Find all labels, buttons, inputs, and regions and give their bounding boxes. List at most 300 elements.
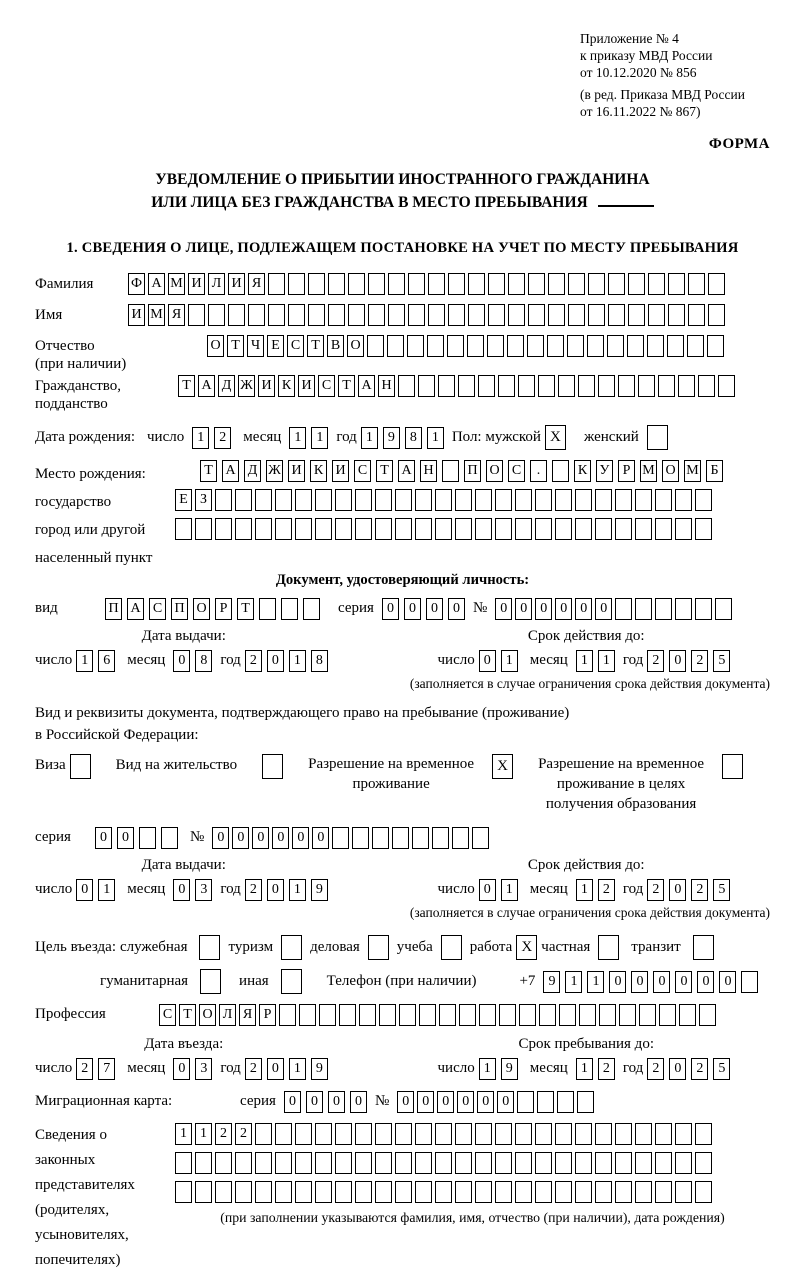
char-box[interactable]: [472, 827, 489, 849]
char-box[interactable]: 2: [647, 1058, 664, 1080]
char-box[interactable]: [415, 1181, 432, 1203]
char-box[interactable]: Е: [267, 335, 284, 357]
char-box[interactable]: [455, 518, 472, 540]
char-box[interactable]: 2: [598, 1058, 615, 1080]
char-box[interactable]: [538, 375, 555, 397]
char-box[interactable]: 0: [631, 971, 648, 993]
purpose-official-checkbox[interactable]: [199, 935, 220, 960]
purpose-tourism-checkbox[interactable]: [281, 935, 302, 960]
char-box[interactable]: [599, 1004, 616, 1026]
char-box[interactable]: [495, 489, 512, 511]
char-box[interactable]: [275, 518, 292, 540]
char-box[interactable]: В: [327, 335, 344, 357]
char-box[interactable]: 1: [289, 1058, 306, 1080]
char-box[interactable]: [475, 1181, 492, 1203]
char-box[interactable]: К: [574, 460, 591, 482]
char-box[interactable]: [428, 273, 445, 295]
char-box[interactable]: [459, 1004, 476, 1026]
char-box[interactable]: [687, 335, 704, 357]
char-box[interactable]: Р: [259, 1004, 276, 1026]
char-box[interactable]: 0: [697, 971, 714, 993]
char-box[interactable]: [655, 598, 672, 620]
char-box[interactable]: [408, 304, 425, 326]
char-box[interactable]: [495, 1152, 512, 1174]
char-box[interactable]: [595, 489, 612, 511]
char-box[interactable]: [658, 375, 675, 397]
char-box[interactable]: К: [310, 460, 327, 482]
char-box[interactable]: А: [222, 460, 239, 482]
char-box[interactable]: [595, 518, 612, 540]
char-box[interactable]: Д: [218, 375, 235, 397]
char-box[interactable]: [575, 1123, 592, 1145]
char-box[interactable]: 1: [576, 650, 593, 672]
char-box[interactable]: [668, 273, 685, 295]
char-box[interactable]: 5: [713, 1058, 730, 1080]
char-box[interactable]: [578, 375, 595, 397]
char-box[interactable]: [432, 827, 449, 849]
char-box[interactable]: [438, 375, 455, 397]
char-box[interactable]: 0: [675, 971, 692, 993]
char-box[interactable]: [488, 273, 505, 295]
char-box[interactable]: [741, 971, 758, 993]
char-box[interactable]: О: [347, 335, 364, 357]
char-box[interactable]: [688, 304, 705, 326]
char-box[interactable]: [255, 1123, 272, 1145]
char-box[interactable]: [475, 489, 492, 511]
char-box[interactable]: С: [318, 375, 335, 397]
char-box[interactable]: [639, 1004, 656, 1026]
char-box[interactable]: [335, 489, 352, 511]
char-box[interactable]: [368, 304, 385, 326]
char-box[interactable]: [655, 1123, 672, 1145]
char-box[interactable]: З: [195, 489, 212, 511]
char-box[interactable]: [568, 273, 585, 295]
char-box[interactable]: [468, 273, 485, 295]
char-box[interactable]: 0: [669, 879, 686, 901]
char-box[interactable]: [555, 518, 572, 540]
char-box[interactable]: И: [332, 460, 349, 482]
char-box[interactable]: [595, 1152, 612, 1174]
char-box[interactable]: [628, 304, 645, 326]
char-box[interactable]: [442, 460, 459, 482]
char-box[interactable]: С: [354, 460, 371, 482]
char-box[interactable]: [547, 335, 564, 357]
char-box[interactable]: [628, 273, 645, 295]
char-box[interactable]: [275, 1181, 292, 1203]
char-box[interactable]: [607, 335, 624, 357]
char-box[interactable]: [678, 375, 695, 397]
char-box[interactable]: Р: [215, 598, 232, 620]
char-box[interactable]: [375, 1123, 392, 1145]
char-box[interactable]: [195, 518, 212, 540]
char-box[interactable]: [228, 304, 245, 326]
char-box[interactable]: 0: [669, 1058, 686, 1080]
char-box[interactable]: [408, 273, 425, 295]
purpose-humanitarian-checkbox[interactable]: [200, 969, 221, 994]
char-box[interactable]: [675, 1152, 692, 1174]
char-box[interactable]: [419, 1004, 436, 1026]
char-box[interactable]: [335, 1123, 352, 1145]
char-box[interactable]: [548, 304, 565, 326]
char-box[interactable]: [615, 1181, 632, 1203]
char-box[interactable]: [328, 273, 345, 295]
sex-male-checkbox[interactable]: X: [545, 425, 566, 450]
purpose-business-checkbox[interactable]: [368, 935, 389, 960]
char-box[interactable]: [468, 304, 485, 326]
char-box[interactable]: Л: [208, 273, 225, 295]
char-box[interactable]: Р: [618, 460, 635, 482]
char-box[interactable]: [615, 1123, 632, 1145]
char-box[interactable]: [539, 1004, 556, 1026]
char-box[interactable]: [479, 1004, 496, 1026]
char-box[interactable]: [555, 489, 572, 511]
char-box[interactable]: [552, 460, 569, 482]
char-box[interactable]: [308, 273, 325, 295]
char-box[interactable]: [575, 1152, 592, 1174]
char-box[interactable]: [567, 335, 584, 357]
char-box[interactable]: [635, 1181, 652, 1203]
char-box[interactable]: Я: [168, 304, 185, 326]
char-box[interactable]: [315, 1123, 332, 1145]
char-box[interactable]: [175, 518, 192, 540]
char-box[interactable]: [535, 1152, 552, 1174]
char-box[interactable]: [635, 489, 652, 511]
char-box[interactable]: [335, 1152, 352, 1174]
char-box[interactable]: [557, 1091, 574, 1113]
char-box[interactable]: [568, 304, 585, 326]
char-box[interactable]: Т: [227, 335, 244, 357]
char-box[interactable]: 0: [417, 1091, 434, 1113]
char-box[interactable]: [458, 375, 475, 397]
char-box[interactable]: [435, 518, 452, 540]
char-box[interactable]: [655, 489, 672, 511]
char-box[interactable]: М: [168, 273, 185, 295]
char-box[interactable]: 0: [382, 598, 399, 620]
char-box[interactable]: 1: [576, 879, 593, 901]
char-box[interactable]: [699, 1004, 716, 1026]
char-box[interactable]: [348, 273, 365, 295]
char-box[interactable]: 1: [175, 1123, 192, 1145]
char-box[interactable]: [475, 1152, 492, 1174]
char-box[interactable]: [335, 518, 352, 540]
char-box[interactable]: [372, 827, 389, 849]
char-box[interactable]: [332, 827, 349, 849]
char-box[interactable]: [359, 1004, 376, 1026]
char-box[interactable]: [435, 1123, 452, 1145]
char-box[interactable]: [618, 375, 635, 397]
char-box[interactable]: [555, 1181, 572, 1203]
char-box[interactable]: 1: [76, 650, 93, 672]
char-box[interactable]: [295, 1181, 312, 1203]
char-box[interactable]: [635, 598, 652, 620]
char-box[interactable]: [335, 1181, 352, 1203]
purpose-transit-checkbox[interactable]: [693, 935, 714, 960]
char-box[interactable]: 0: [426, 598, 443, 620]
char-box[interactable]: 0: [575, 598, 592, 620]
char-box[interactable]: [537, 1091, 554, 1113]
char-box[interactable]: [475, 518, 492, 540]
char-box[interactable]: 9: [383, 427, 400, 449]
char-box[interactable]: [655, 1181, 672, 1203]
char-box[interactable]: М: [148, 304, 165, 326]
char-box[interactable]: [695, 1123, 712, 1145]
char-box[interactable]: [395, 489, 412, 511]
char-box[interactable]: [355, 1181, 372, 1203]
char-box[interactable]: [355, 1152, 372, 1174]
char-box[interactable]: [575, 1181, 592, 1203]
char-box[interactable]: 1: [587, 971, 604, 993]
char-box[interactable]: А: [398, 460, 415, 482]
char-box[interactable]: [415, 1123, 432, 1145]
char-box[interactable]: [418, 375, 435, 397]
char-box[interactable]: 0: [350, 1091, 367, 1113]
char-box[interactable]: [528, 304, 545, 326]
char-box[interactable]: [595, 1123, 612, 1145]
char-box[interactable]: Я: [239, 1004, 256, 1026]
char-box[interactable]: 1: [98, 879, 115, 901]
char-box[interactable]: [255, 518, 272, 540]
char-box[interactable]: [718, 375, 735, 397]
char-box[interactable]: 0: [272, 827, 289, 849]
char-box[interactable]: 2: [214, 427, 231, 449]
char-box[interactable]: Н: [378, 375, 395, 397]
char-box[interactable]: [478, 375, 495, 397]
char-box[interactable]: [615, 489, 632, 511]
char-box[interactable]: А: [198, 375, 215, 397]
char-box[interactable]: [275, 1123, 292, 1145]
char-box[interactable]: [448, 304, 465, 326]
char-box[interactable]: 0: [397, 1091, 414, 1113]
char-box[interactable]: С: [159, 1004, 176, 1026]
char-box[interactable]: О: [193, 598, 210, 620]
char-box[interactable]: [675, 1181, 692, 1203]
char-box[interactable]: [415, 1152, 432, 1174]
char-box[interactable]: [588, 273, 605, 295]
char-box[interactable]: [308, 304, 325, 326]
char-box[interactable]: И: [228, 273, 245, 295]
char-box[interactable]: [428, 304, 445, 326]
char-box[interactable]: [668, 304, 685, 326]
char-box[interactable]: 1: [565, 971, 582, 993]
char-box[interactable]: 0: [117, 827, 134, 849]
char-box[interactable]: 1: [501, 879, 518, 901]
char-box[interactable]: [435, 1181, 452, 1203]
char-box[interactable]: [708, 273, 725, 295]
char-box[interactable]: [675, 518, 692, 540]
char-box[interactable]: [355, 518, 372, 540]
char-box[interactable]: [375, 1181, 392, 1203]
char-box[interactable]: [608, 273, 625, 295]
char-box[interactable]: 2: [215, 1123, 232, 1145]
char-box[interactable]: 8: [311, 650, 328, 672]
char-box[interactable]: И: [288, 460, 305, 482]
char-box[interactable]: 0: [669, 650, 686, 672]
char-box[interactable]: [627, 335, 644, 357]
char-box[interactable]: [395, 1152, 412, 1174]
char-box[interactable]: [268, 304, 285, 326]
char-box[interactable]: 2: [647, 650, 664, 672]
char-box[interactable]: [695, 1152, 712, 1174]
char-box[interactable]: О: [199, 1004, 216, 1026]
char-box[interactable]: [575, 518, 592, 540]
char-box[interactable]: [415, 518, 432, 540]
char-box[interactable]: 5: [713, 650, 730, 672]
char-box[interactable]: 1: [195, 1123, 212, 1145]
char-box[interactable]: [475, 1123, 492, 1145]
char-box[interactable]: [319, 1004, 336, 1026]
char-box[interactable]: [495, 1181, 512, 1203]
char-box[interactable]: [375, 518, 392, 540]
char-box[interactable]: [527, 335, 544, 357]
char-box[interactable]: И: [258, 375, 275, 397]
char-box[interactable]: [339, 1004, 356, 1026]
char-box[interactable]: 0: [292, 827, 309, 849]
char-box[interactable]: 0: [328, 1091, 345, 1113]
char-box[interactable]: Ф: [128, 273, 145, 295]
char-box[interactable]: А: [358, 375, 375, 397]
char-box[interactable]: 2: [76, 1058, 93, 1080]
char-box[interactable]: [698, 375, 715, 397]
char-box[interactable]: С: [508, 460, 525, 482]
char-box[interactable]: [515, 1123, 532, 1145]
char-box[interactable]: [215, 489, 232, 511]
char-box[interactable]: [535, 489, 552, 511]
char-box[interactable]: [688, 273, 705, 295]
char-box[interactable]: А: [127, 598, 144, 620]
char-box[interactable]: [379, 1004, 396, 1026]
char-box[interactable]: 3: [195, 879, 212, 901]
char-box[interactable]: 0: [267, 1058, 284, 1080]
char-box[interactable]: [655, 1152, 672, 1174]
char-box[interactable]: [517, 1091, 534, 1113]
char-box[interactable]: С: [287, 335, 304, 357]
char-box[interactable]: [368, 273, 385, 295]
char-box[interactable]: [595, 1181, 612, 1203]
char-box[interactable]: 0: [306, 1091, 323, 1113]
char-box[interactable]: [367, 335, 384, 357]
char-box[interactable]: [452, 827, 469, 849]
char-box[interactable]: 0: [595, 598, 612, 620]
char-box[interactable]: [175, 1152, 192, 1174]
char-box[interactable]: 0: [232, 827, 249, 849]
char-box[interactable]: [399, 1004, 416, 1026]
char-box[interactable]: [299, 1004, 316, 1026]
char-box[interactable]: [508, 304, 525, 326]
char-box[interactable]: 0: [479, 879, 496, 901]
residence-permit-checkbox[interactable]: [262, 754, 283, 779]
char-box[interactable]: [215, 518, 232, 540]
char-box[interactable]: 0: [173, 879, 190, 901]
char-box[interactable]: [488, 304, 505, 326]
char-box[interactable]: [577, 1091, 594, 1113]
char-box[interactable]: Т: [179, 1004, 196, 1026]
char-box[interactable]: 6: [98, 650, 115, 672]
char-box[interactable]: [415, 489, 432, 511]
char-box[interactable]: М: [640, 460, 657, 482]
char-box[interactable]: 1: [361, 427, 378, 449]
char-box[interactable]: [667, 335, 684, 357]
char-box[interactable]: 0: [535, 598, 552, 620]
char-box[interactable]: 8: [195, 650, 212, 672]
char-box[interactable]: [275, 489, 292, 511]
char-box[interactable]: [427, 335, 444, 357]
char-box[interactable]: [375, 489, 392, 511]
purpose-work-checkbox[interactable]: X: [516, 935, 537, 960]
char-box[interactable]: 2: [598, 879, 615, 901]
char-box[interactable]: Ж: [266, 460, 283, 482]
char-box[interactable]: 0: [555, 598, 572, 620]
char-box[interactable]: [487, 335, 504, 357]
char-box[interactable]: 2: [691, 1058, 708, 1080]
char-box[interactable]: [348, 304, 365, 326]
char-box[interactable]: [315, 489, 332, 511]
char-box[interactable]: [398, 375, 415, 397]
char-box[interactable]: [548, 273, 565, 295]
char-box[interactable]: [328, 304, 345, 326]
char-box[interactable]: [707, 335, 724, 357]
char-box[interactable]: .: [530, 460, 547, 482]
char-box[interactable]: Б: [706, 460, 723, 482]
char-box[interactable]: 0: [448, 598, 465, 620]
char-box[interactable]: [281, 598, 298, 620]
char-box[interactable]: [255, 1152, 272, 1174]
char-box[interactable]: 9: [311, 1058, 328, 1080]
char-box[interactable]: [215, 1152, 232, 1174]
char-box[interactable]: [315, 518, 332, 540]
char-box[interactable]: О: [662, 460, 679, 482]
char-box[interactable]: [515, 1152, 532, 1174]
char-box[interactable]: [515, 1181, 532, 1203]
char-box[interactable]: [535, 1181, 552, 1203]
char-box[interactable]: [161, 827, 178, 849]
temp-edu-checkbox[interactable]: [722, 754, 743, 779]
char-box[interactable]: [395, 518, 412, 540]
char-box[interactable]: [235, 489, 252, 511]
char-box[interactable]: [675, 1123, 692, 1145]
char-box[interactable]: 5: [713, 879, 730, 901]
char-box[interactable]: [695, 489, 712, 511]
char-box[interactable]: 9: [311, 879, 328, 901]
char-box[interactable]: [175, 1181, 192, 1203]
char-box[interactable]: А: [148, 273, 165, 295]
char-box[interactable]: О: [207, 335, 224, 357]
char-box[interactable]: [407, 335, 424, 357]
char-box[interactable]: [615, 1152, 632, 1174]
char-box[interactable]: [295, 489, 312, 511]
char-box[interactable]: [275, 1152, 292, 1174]
char-box[interactable]: 1: [289, 427, 306, 449]
temp-permit-checkbox[interactable]: X: [492, 754, 513, 779]
char-box[interactable]: [388, 304, 405, 326]
char-box[interactable]: [315, 1152, 332, 1174]
char-box[interactable]: 0: [284, 1091, 301, 1113]
char-box[interactable]: [259, 598, 276, 620]
char-box[interactable]: 0: [76, 879, 93, 901]
char-box[interactable]: [598, 375, 615, 397]
char-box[interactable]: 1: [598, 650, 615, 672]
char-box[interactable]: [715, 598, 732, 620]
char-box[interactable]: [208, 304, 225, 326]
char-box[interactable]: [559, 1004, 576, 1026]
purpose-private-checkbox[interactable]: [598, 935, 619, 960]
char-box[interactable]: 2: [691, 650, 708, 672]
char-box[interactable]: Ч: [247, 335, 264, 357]
char-box[interactable]: [295, 518, 312, 540]
char-box[interactable]: [455, 1181, 472, 1203]
char-box[interactable]: 1: [576, 1058, 593, 1080]
char-box[interactable]: [455, 1152, 472, 1174]
char-box[interactable]: 1: [289, 879, 306, 901]
